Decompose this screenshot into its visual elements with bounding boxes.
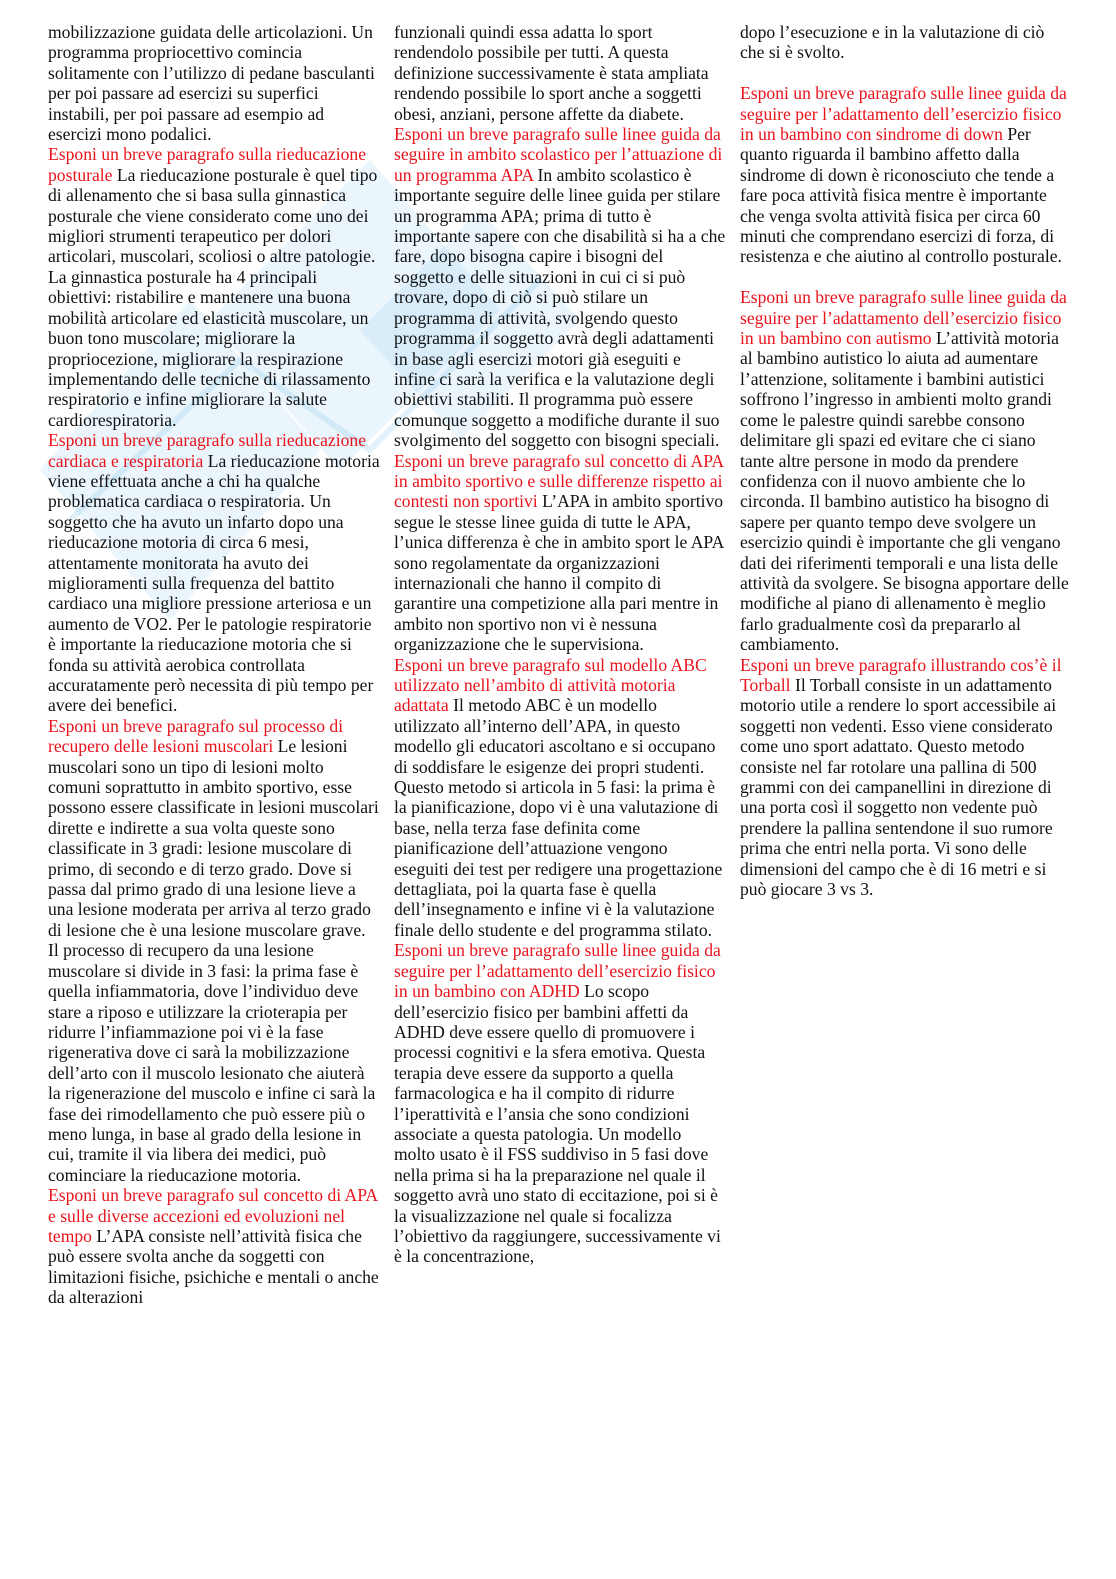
paragraph [394, 22, 726, 124]
question-heading: Esponi un breve paragrafo sulla rieducazione cardiaca e respiratoria [48, 430, 367, 471]
paragraph-spacer [740, 267, 1072, 287]
column-3 [740, 22, 1072, 1308]
paragraph-body: La rieducazione motoria viene effettuata anche a chi ha qualche problematica cardiaca o respiratoria. Un soggetto che ha avuto un infarto dopo una rieducazione motoria di circa 6 mesi, attentamente monitorata ha avuto dei miglioramenti sulla frequenza del battito cardiaco una migliore pressione arteriosa e un aumento de VO2. Per le patologie respiratorie è importante la rieducazione motoria che si fonda su attività aerobica controllata accuratamente però necessita di più tempo per avere dei benefici. [48, 450, 380, 716]
paragraph [394, 124, 726, 451]
paragraph-body: L’APA consiste nell’attività fisica che può essere svolta anche da soggetti con limitazioni fisiche, psichiche e mentali o anche da alterazioni [48, 1225, 379, 1308]
column-2 [394, 22, 726, 1308]
paragraph [48, 430, 380, 716]
paragraph [740, 22, 1072, 63]
question-heading: Esponi un breve paragrafo sul processo di recupero delle lesioni muscolari [48, 715, 344, 757]
paragraph-body: Il Torball consiste in un adattamento motorio utile a rendere lo sport accessibile ai soggetti non vedenti. Esso viene considerato come uno sport adattato. Questo metodo consiste nel far rotolare una pallina di 500 grammi con dei campanellini in direzione di una porta così il soggetto non vedente può prendere la pallina sentendone il suo rumore prima che entri nella porta. Vi sono delle dimensioni del campo che è di 16 metri e si può giocare 3 vs 3. [740, 674, 1057, 900]
question-heading: Esponi un breve paragrafo sulla rieducazione posturale [48, 144, 367, 185]
question-heading: Esponi un breve paragrafo sul concetto di APA e sulle diverse accezioni ed evoluzioni nel tempo [48, 1185, 378, 1246]
paragraph [740, 287, 1072, 654]
paragraph-body: L’APA in ambito sportivo segue le stesse linee guida di tutte le APA, l’unica differenza è che in ambito sport le APA sono regolamentate da organizzazioni internazionali che hanno il compito di garantire una competizione alla pari mentre in ambito non sportivo non vi è nessuna organizzazione che le supervisiona. [394, 491, 724, 655]
question-heading: Esponi un breve paragrafo sul modello ABC utilizzato nell’ambito di attività motoria adattata [394, 654, 707, 716]
question-heading: Esponi un breve paragrafo sul concetto di APA in ambito sportivo e sulle differenze rispetto ai contesti non sportivi [394, 450, 724, 512]
paragraph [740, 655, 1072, 900]
paragraph [48, 22, 380, 144]
paragraph [394, 655, 726, 941]
paragraph [48, 144, 380, 430]
paragraph-body: In ambito scolastico è importante seguire delle linee guida per stilare un programma APA; prima di tutto è importante sapere con che disabilità si ha a che fare, dopo bisogna capire i bisogni del soggetto e delle situazioni in cui ci si può trovare, dopo di ciò si può stilare un programma di attività, svolgendo questo programma il soggetto avrà degli adattamenti in base agli esercizi motori già eseguiti e infine ci sarà la verifica e la valutazione degli obiettivi stabiliti. Il programma può essere comunque soggetto a modifiche durante il suo svolgimento del soggetto con bisogni speciali. [394, 164, 726, 451]
text-columns [48, 22, 1072, 1308]
question-heading: Esponi un breve paragrafo sulle linee guida da seguire in ambito scolastico per l’attuazione di un programma APA [394, 124, 723, 185]
paragraph-body: mobilizzazione guidata delle articolazioni. Un programma propriocettivo comincia solitamente con l’utilizzo di pedane basculanti per poi passare ad esercizi su superfici instabili, per poi passare ad esempio ad esercizi mono podalici. [48, 22, 375, 145]
paragraph [48, 1185, 380, 1307]
paragraph-body: Per quanto riguarda il bambino affetto dalla sindrome di down è riconosciuto che tende a fare poca attività fisica mentre è importante che venga svolta attività fisica per circa 60 minuti che comprendano esercizi di forza, di resistenza e che aiutino al controllo posturale. [740, 124, 1062, 267]
question-heading: Esponi un breve paragrafo sulle linee guida da seguire per l’adattamento dell’esercizio fisico in un bambino con ADHD [394, 940, 721, 1002]
paragraph [48, 716, 380, 1185]
question-heading: Esponi un breve paragrafo sulle linee guida da seguire per l’adattamento dell’esercizio fisico in un bambino con autismo [740, 287, 1067, 349]
paragraph-body: La rieducazione posturale è quel tipo di allenamento che si basa sulla ginnastica posturale che viene considerato come uno dei migliori strumenti terapeutico per dolori articolari, muscolari, scoliosi o altre patologie. La ginnastica posturale ha 4 principali obiettivi: ristabilire e mantenere una buona mobilità articolare ed elasticità muscolare, un buon tono muscolare; migliorare la propriocezione, migliorare la respirazione implementando delle tecniche di rilassamento respiratorio e infine migliorare la salute cardiorespiratoria. [48, 164, 378, 430]
question-heading: Esponi un breve paragrafo sulle linee guida da seguire per l’adattamento dell’esercizio fisico in un bambino con sindrome di down [740, 83, 1067, 145]
paragraph-body: Lo scopo dell’esercizio fisico per bambini affetti da ADHD deve essere quello di promuovere i processi cognitivi e la sfera emotiva. Questa terapia deve essere da supporto a quella farmacologica e ha il compito di ridurre l’iperattività e l’ansia che sono condizioni associate a questa patologia. Un modello molto usato è il FSS suddiviso in 5 fasi dove nella prima si ha la preparazione nel quale il soggetto avrà uno stato di eccitazione, poi si è la visualizzazione nel quale si focalizza l’obiettivo da raggiungere, successivamente vi è la concentrazione, [394, 981, 721, 1267]
paragraph [394, 940, 726, 1267]
paragraph-body: Le lesioni muscolari sono un tipo di lesioni molto comuni soprattutto in ambito sportivo, esse possono essere classificate in lesioni muscolari dirette e indirette a sua volta queste sono classificate in 3 gradi: lesione muscolare di primo, di secondo e di terzo grado. Dove si passa dal primo grado di una lesione lieve a una lesione moderata per arriva al terzo grado di lesione che è una lesione muscolare grave. Il processo di recupero da una lesione muscolare si divide in 3 fasi: la prima fase è quella infiammatoria, dove l’individuo deve stare a riposo e utilizzare la crioterapia per ridurre l’infiammazione poi vi è la fase rigenerativa dove ci sarà la mobilizzazione dell’arto con il muscolo lesionato che aiuterà la rigenerazione del muscolo e infine ci sarà la fase dei rimodellamento che può essere più o meno lunga, in base al grado della lesione in cui, tramite il via libera dei medici, può cominciare la rieducazione motoria. [48, 736, 379, 1185]
paragraph-body: dopo l’esecuzione e in la valutazione di ciò che si è svolto. [740, 22, 1045, 63]
paragraph [394, 451, 726, 655]
paragraph [740, 83, 1072, 267]
paragraph-body: funzionali quindi essa adatta lo sport rendendolo possibile per tutti. A questa definizione successivamente è stata ampliata rendendo possibile lo sport anche a soggetti obesi, anziani, persone affette da diabete. [394, 22, 709, 124]
question-heading: Esponi un breve paragrafo illustrando cos’è il Torball [740, 654, 1062, 695]
paragraph-body: Il metodo ABC è un modello utilizzato all’interno dell’APA, in questo modello gli educatori ascoltano e si occupano di soddisfare le esigenze dei propri studenti. Questo metodo si articola in 5 fasi: la prima è la pianificazione, dopo vi è una valutazione di base, nella terza fase definita come pianificazione dell’attuazione vengono eseguiti dei test per redigere una progettazione dettagliata, poi la quarta fase è quella dell’insegnamento e infine vi è la valutazione finale dello studente e del programma stilato. [394, 695, 723, 940]
column-1 [48, 22, 380, 1308]
paragraph-body: L’attività motoria al bambino autistico lo aiuta ad aumentare l’attenzione, solitamente i bambini autistici soffrono l’ingresso in ambienti molto grandi come le palestre quindi sarebbe consono delimitare gli spazi ed evitare che ci siano tante altre persone in modo da prendere confidenza con il nuovo ambiente che lo circonda. Il bambino autistico ha bisogno di sapere per quanto tempo deve svolgere un esercizio quindi è importante che gli vengano dati dei riferimenti temporali e una lista delle attività da svolgere. Se bisogna apportare delle modifiche al piano di allenamento è meglio farlo gradualmente così da prepararlo al cambiamento. [740, 328, 1069, 655]
paragraph-spacer [740, 63, 1072, 83]
